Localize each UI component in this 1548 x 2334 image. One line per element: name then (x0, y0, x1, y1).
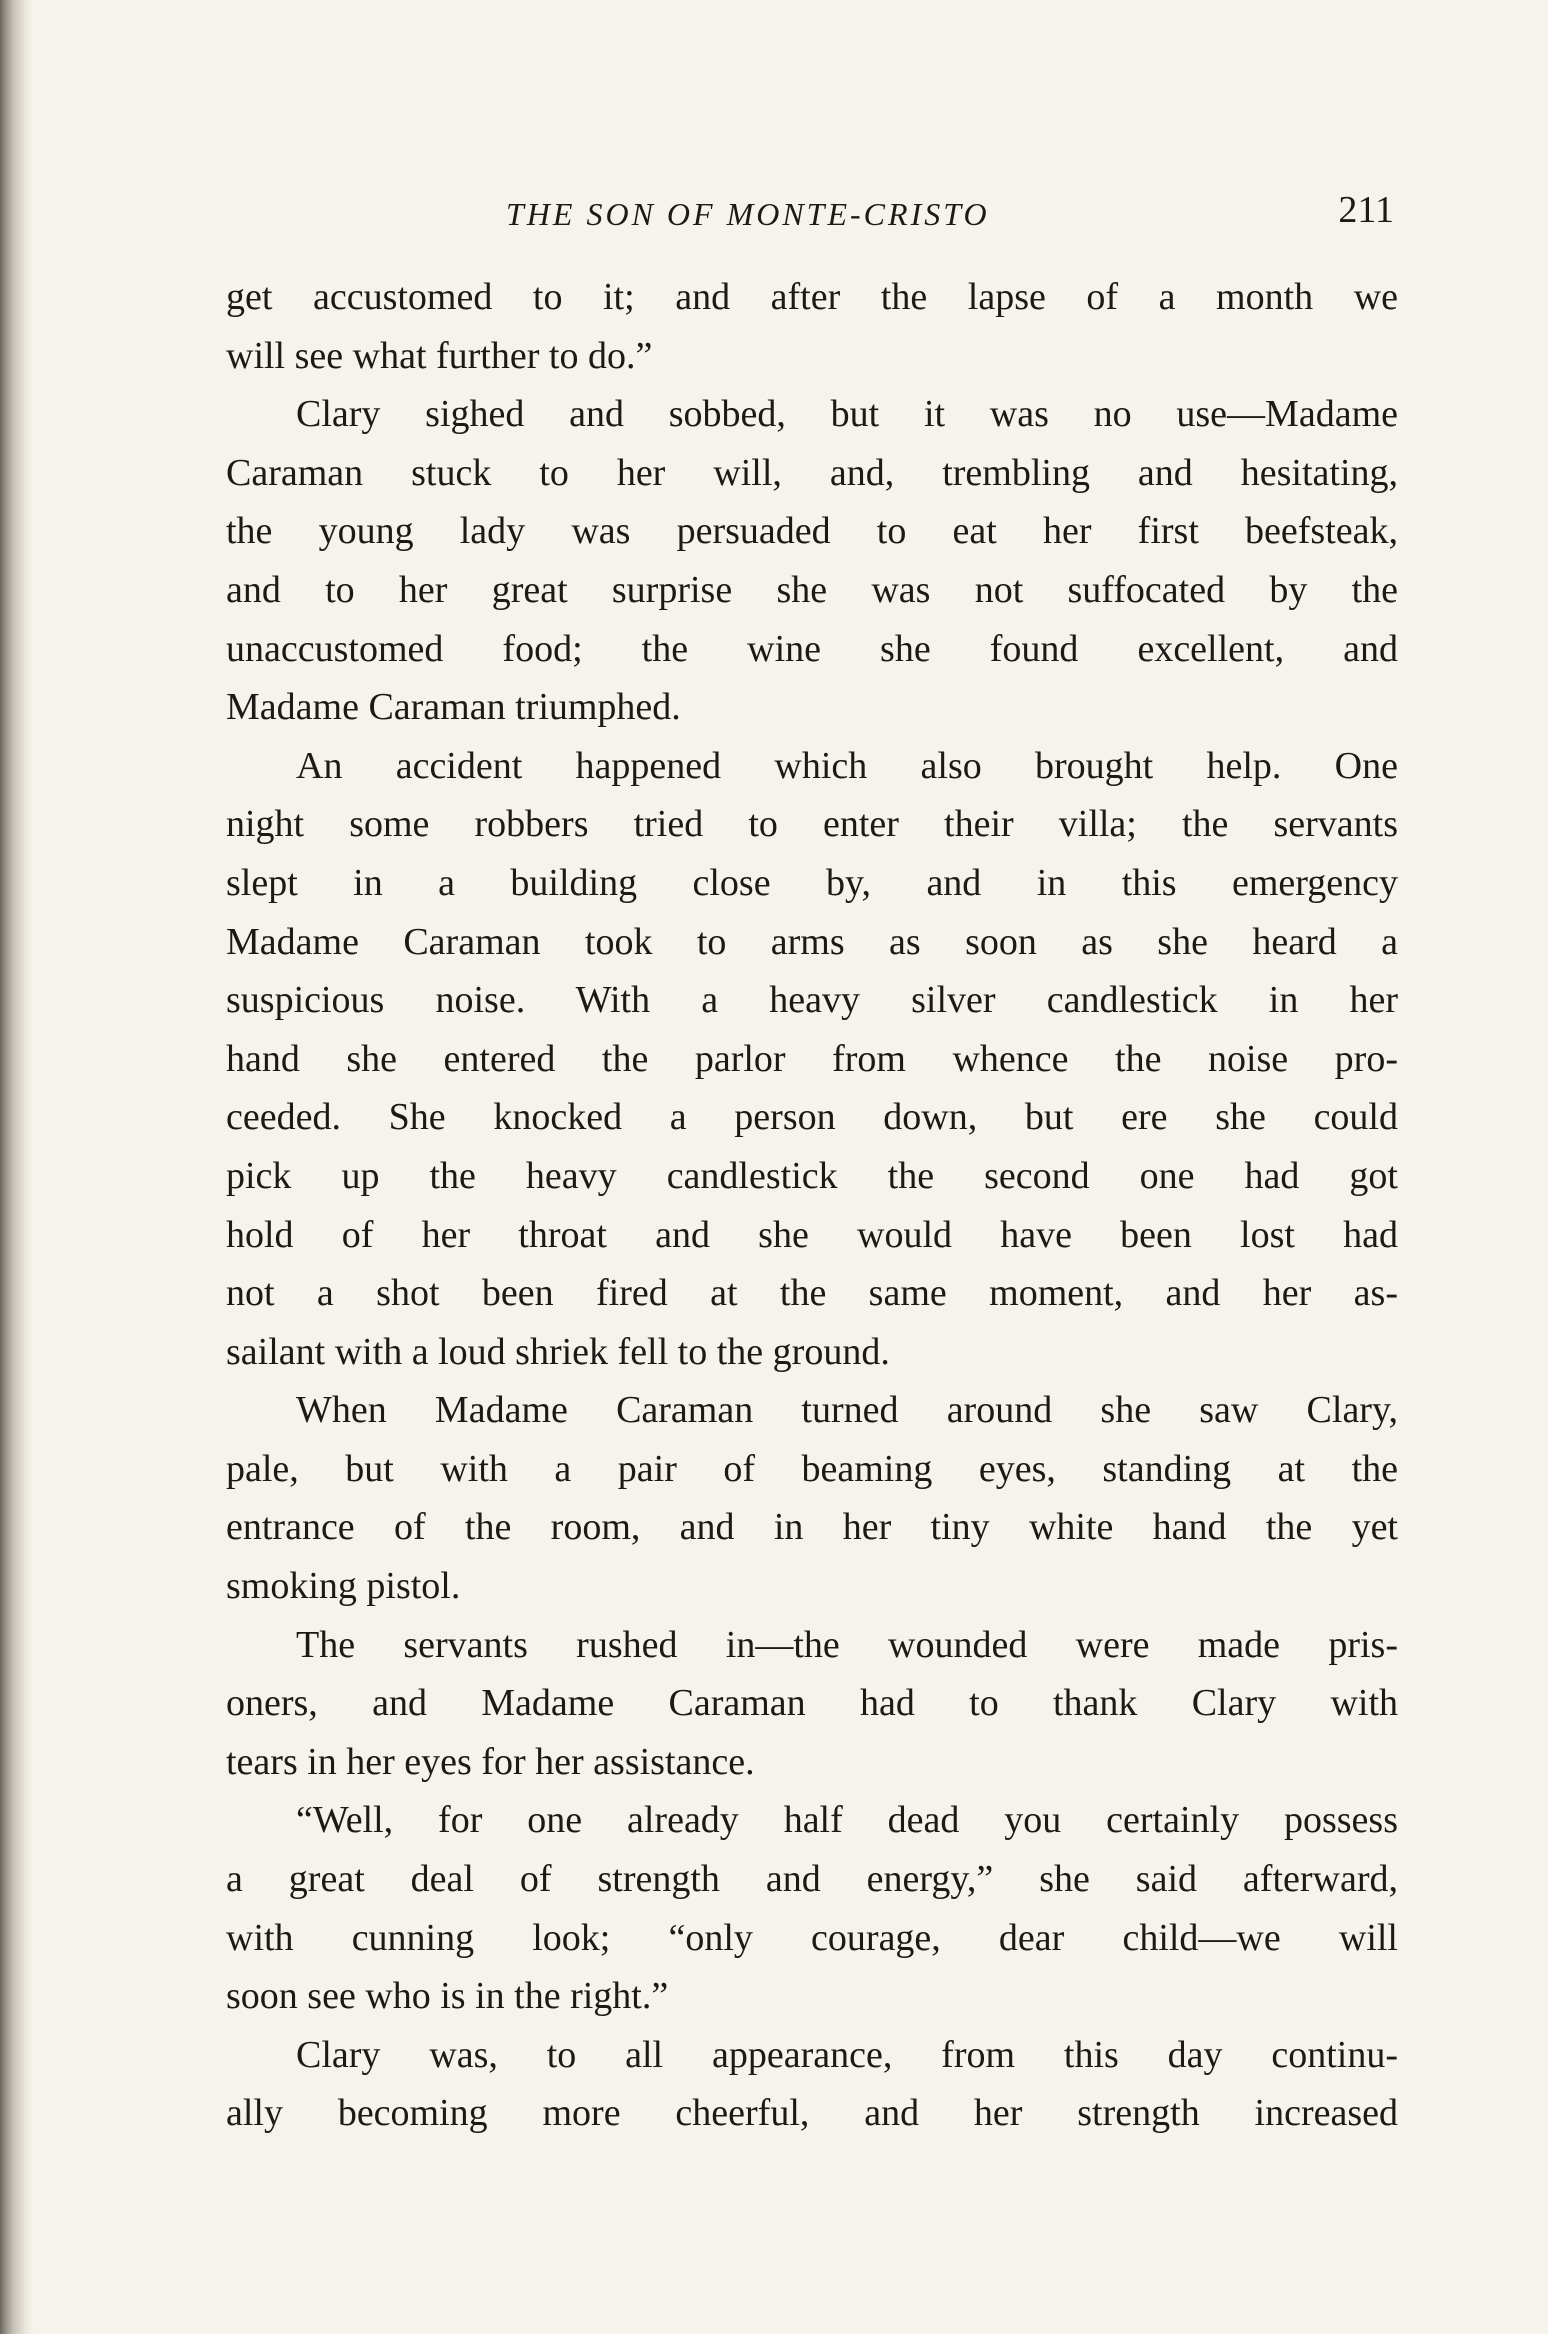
text-line: ally becoming more cheerful, and her strength increased (226, 2092, 1398, 2135)
running-title: THE SON OF MONTE-CRISTO (506, 196, 990, 232)
body-text (226, 268, 1398, 2143)
text-line: entrance of the room, and in her tiny white hand the yet (226, 1506, 1398, 1549)
text-line: pale, but with a pair of beaming eyes, standing at the (226, 1447, 1398, 1490)
text-line: and to her great surprise she was not suffocated by the (226, 568, 1398, 611)
text-line: Clary sighed and sobbed, but it was no use—Madame (296, 393, 1398, 436)
text-line: Caraman stuck to her will, and, trembling and hesitating, (226, 451, 1398, 494)
text-line: slept in a building close by, and in this emergency (226, 861, 1398, 904)
text-line: The servants rushed in—the wounded were made pris- (296, 1623, 1398, 1666)
text-line: with cunning look; “only courage, dear child—we will (226, 1916, 1398, 1959)
text-line: get accustomed to it; and after the lapse of a month we (226, 276, 1398, 318)
page-binding-shadow (0, 0, 34, 2334)
text-line: unaccustomed food; the wine she found excellent, and (226, 627, 1398, 670)
text-line: smoking pistol. (226, 1565, 461, 1608)
text-line: tears in her eyes for her assistance. (226, 1740, 755, 1783)
text-line: When Madame Caraman turned around she saw Clary, (296, 1389, 1398, 1432)
text-line: ceeded. She knocked a person down, but ere she could (226, 1096, 1398, 1139)
page-header (226, 188, 1398, 248)
text-line: An accident happened which also brought help. One (296, 744, 1398, 787)
text-line: Madame Caraman took to arms as soon as she heard a (226, 920, 1398, 963)
text-line: will see what further to do.” (226, 334, 653, 377)
text-line: not a shot been fired at the same moment, and her as- (226, 1272, 1398, 1315)
text-line: hold of her throat and she would have been lost had (226, 1213, 1398, 1256)
text-line: sailant with a loud shriek fell to the ground. (226, 1330, 890, 1373)
text-line: soon see who is in the right.” (226, 1975, 669, 2018)
text-line: Clary was, to all appearance, from this day continu- (296, 2033, 1398, 2076)
text-line: the young lady was persuaded to eat her first beefsteak, (226, 510, 1398, 553)
text-line: oners, and Madame Caraman had to thank Clary with (226, 1682, 1398, 1725)
text-line: suspicious noise. With a heavy silver candlestick in her (226, 979, 1398, 1022)
text-line: hand she entered the parlor from whence the noise pro- (226, 1037, 1398, 1080)
text-line: pick up the heavy candlestick the second one had got (226, 1154, 1398, 1197)
text-line: “Well, for one already half dead you certainly possess (296, 1799, 1398, 1842)
page-number: 211 (1338, 189, 1394, 231)
text-line: Madame Caraman triumphed. (226, 686, 681, 729)
text-line: a great deal of strength and energy,” she said afterward, (226, 1858, 1398, 1901)
text-line: night some robbers tried to enter their villa; the servants (226, 803, 1398, 846)
